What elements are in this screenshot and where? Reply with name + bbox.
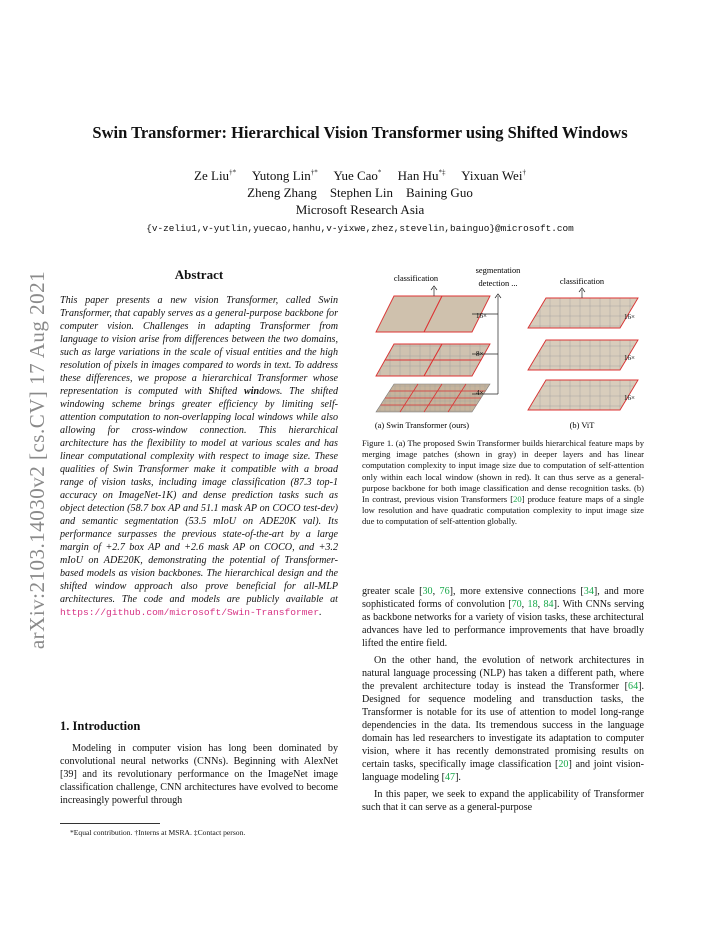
abstract-body: dows. The shifted windowing scheme brings greater efficiency by limiting self-attention computation to non-overlapping local windows while also allowing for cross-window connection. This hierarchical architecture has the flexibility to model at various scales and has linear computational complexity with respect to image size. These qualities of Swin Transformer make it compatible with a broad range of vision tasks, including image classification (87.3 top-1 accuracy on ImageNet-1K) and dense prediction tasks such as object detection (58.7 box AP and 51.1 mask AP on COCO test-dev) and semantic segmentation (53.5 mIoU on ADE20K val). Its performance surpasses the previous state-of-the-art by a large margin of +2.7 box AP and +2.6 mask AP on COCO, and +3.2 mIoU on ADE20K, demonstrating the potential of Transformer-based models as vision backbones. The hierarchical design and the shifted window approach also prove beneficial for all-MLP architectures. The code and models are publicly available at: [60, 386, 339, 605]
author-name: Yutong Lin: [251, 168, 311, 183]
arxiv-identifier: arXiv:2103.14030v2 [cs.CV] 17 Aug 2021: [25, 270, 49, 650]
scale-label: 16×: [476, 312, 487, 320]
authors-line-2: Zheng Zhang Stephen Lin Baining Guo: [247, 185, 473, 200]
footnote-rule: [60, 823, 160, 824]
paragraph-text: ], and more sophisticated forms of convolution [: [362, 586, 644, 610]
paragraph-text: ]. With CNNs serving as backbone networks for a variety of vision tasks, these architectural advances have led to performance improvements that have broadly lifted the entire field.: [362, 599, 645, 649]
author-mark: †*: [229, 168, 237, 177]
caption-text: ] produce feature maps of a single low resolution and have quadratic computation complexity to input image size due to computation of self-attention globally.: [362, 494, 644, 527]
footnote: *Equal contribution. †Interns at MSRA. ‡Contact person.: [70, 828, 246, 837]
author-mark: †*: [310, 168, 318, 177]
label-segmentation: segmentation: [475, 266, 521, 275]
abstract-body: This paper presents a new vision Transformer, called Swin Transformer, that capably serves as a general-purpose backbone for computer vision. Challenges in adapting Transformer from language to vision arise from differences between the two domains, such as large variations in the scale of visual entities and the high resolution of pixels in images compared to words in text. To address these differences, we propose a hierarchical Transformer whose representation is computed with: [60, 295, 338, 397]
swin-layer-4x: [376, 384, 490, 412]
citation[interactable]: 20: [513, 494, 522, 505]
affiliation: Microsoft Research Asia: [295, 202, 425, 217]
scale-label: 8×: [476, 350, 484, 358]
subfigure-a-label: (a) Swin Transformer (ours): [374, 421, 470, 430]
vit-layers: [528, 298, 638, 410]
label-classification-left: classification: [393, 274, 439, 283]
abstract-heading: Abstract: [174, 267, 224, 282]
paragraph-text: ], more extensive connections [: [449, 586, 584, 597]
scale-label: 16×: [624, 354, 635, 362]
author-mark: *‡: [438, 168, 446, 177]
paragraph-text: ]. Designed for sequence modeling and transduction tasks, the Transformer is notable for its use of attention to model long-range dependencies in the data. Its tremendous success in the language domain has led researchers to investigate its adaptation to computer vision, where it has recently demonstrated promising results on certain tasks, specifically image classification [: [362, 681, 644, 770]
paragraph: [362, 585, 644, 650]
citation[interactable]: 47: [444, 772, 456, 783]
citation[interactable]: 20: [558, 759, 569, 770]
paragraph-text: ,: [432, 586, 440, 597]
citation[interactable]: 76: [439, 586, 450, 597]
paragraph-text: ,: [521, 599, 528, 610]
abstract-text: This paper presents a new vision Transformer, called Swin Transformer, that capably serves as a general-purpose backbone for computer vision. Challenges in adapting Transformer from language to vision arise from differences between the two domains, such as large variations in the scale of visual entities and the high resolution of pixels in images compared to words in text. To address these differences, we propose a hierarchical Transformer whose representation is computed with Shifted windows. The shifted windowing scheme brings greater efficiency by limiting self-attention computation to non-overlapping local windows while also allowing for cross-window connection. This hierarchical architecture has the flexibility to model at various scales and has linear computational complexity with respect to image size. These qualities of Swin Transformer make it compatible with a broad range of vision tasks, including image classification (87.3 top-1 accuracy on ImageNet-1K) and dense prediction tasks such as object detection (58.7 box AP and 51.1 mask AP on COCO test-dev) and semantic segmentation (53.5 mIoU on ADE20K val). Its performance surpasses the previous state-of-the-art by a large margin of +2.7 box AP and +2.6 mask AP on COCO, and +3.2 mIoU on ADE20K, demonstrating the potential of Transformer-based models as vision backbones. The hierarchical design and the shifted window approach also prove beneficial for all-MLP architectures. The code and models are publicly available at https://github.com/microsoft/Swin-Transformer.: [60, 295, 339, 618]
figure-1-caption: [362, 438, 644, 528]
section-heading-introduction: 1. Introduction: [60, 719, 141, 733]
caption-text: Figure 1. (a) The proposed Swin Transformer builds hierarchical feature maps by merging image patches (shown in gray) in deeper layers and has linear computation complexity to input image size due to computation of self-attention only within each local window (shown in red). It can thus serve as a general-purpose backbone for both image classification and dense recognition tasks. (b) In contrast, previous vision Transformers [: [362, 438, 644, 505]
paragraph-text: ] and joint vision-language modeling [: [362, 759, 644, 783]
paragraph-text: On the other hand, the evolution of network architectures in natural language processing (NLP) has taken a different path, where the prevalent architecture today is instead the Transformer [: [362, 655, 644, 692]
citation[interactable]: 84: [543, 599, 554, 610]
authors-line-1: [0, 168, 720, 184]
swin-layer-8x: [376, 344, 490, 376]
author-name: Ze Liu: [194, 168, 230, 183]
scale-label: 16×: [624, 313, 635, 321]
paragraph: [362, 654, 644, 784]
scale-label: 16×: [624, 394, 635, 402]
paper-title: Swin Transformer: Hierarchical Vision Transformer using Shifted Windows: [92, 123, 628, 142]
intro-paragraph: Modeling in computer vision has long been dominated by convolutional neural networks (CNNs). Beginning with AlexNet [39] and its revolutionary performance on the ImageNet image classification challenge, CNN architectures have evolved to become increasingly powerful through: [60, 743, 338, 806]
abstract-emph-win: win: [243, 386, 260, 397]
paragraph: In this paper, we seek to expand the applicability of Transformer such that it can serve as a general-purpose: [362, 789, 644, 813]
citation[interactable]: 64: [628, 681, 639, 692]
author-name: Yue Cao: [333, 168, 378, 183]
abstract-body: hifted: [214, 386, 244, 397]
paragraph-text: greater scale [: [362, 586, 423, 597]
citation[interactable]: 34: [583, 586, 594, 597]
vit-connector: [579, 288, 585, 298]
citation[interactable]: 30: [422, 586, 433, 597]
paragraph-text: ,: [537, 599, 544, 610]
citation[interactable]: 70: [511, 599, 522, 610]
author-mark: *: [377, 168, 382, 177]
abstract-emph-s: S: [208, 386, 215, 397]
label-detection: detection ...: [478, 279, 518, 288]
paragraph-text: ].: [455, 772, 461, 783]
right-column-text: [362, 585, 644, 818]
label-classification-right: classification: [559, 277, 605, 286]
author-name: Han Hu: [397, 168, 439, 183]
author-mark: †: [522, 168, 526, 177]
subfigure-b-label: (b) ViT: [569, 421, 595, 430]
code-link[interactable]: https://github.com/microsoft/Swin-Transformer: [60, 607, 320, 618]
author-emails: {v-zeliu1,v-yutlin,yuecao,hanhu,v-yixwe,zhez,stevelin,bainguo}@microsoft.com: [146, 223, 574, 234]
figure-1: [360, 266, 642, 436]
citation[interactable]: 18: [527, 599, 538, 610]
scale-label: 4×: [476, 389, 484, 397]
author-name: Yixuan Wei: [461, 168, 523, 183]
